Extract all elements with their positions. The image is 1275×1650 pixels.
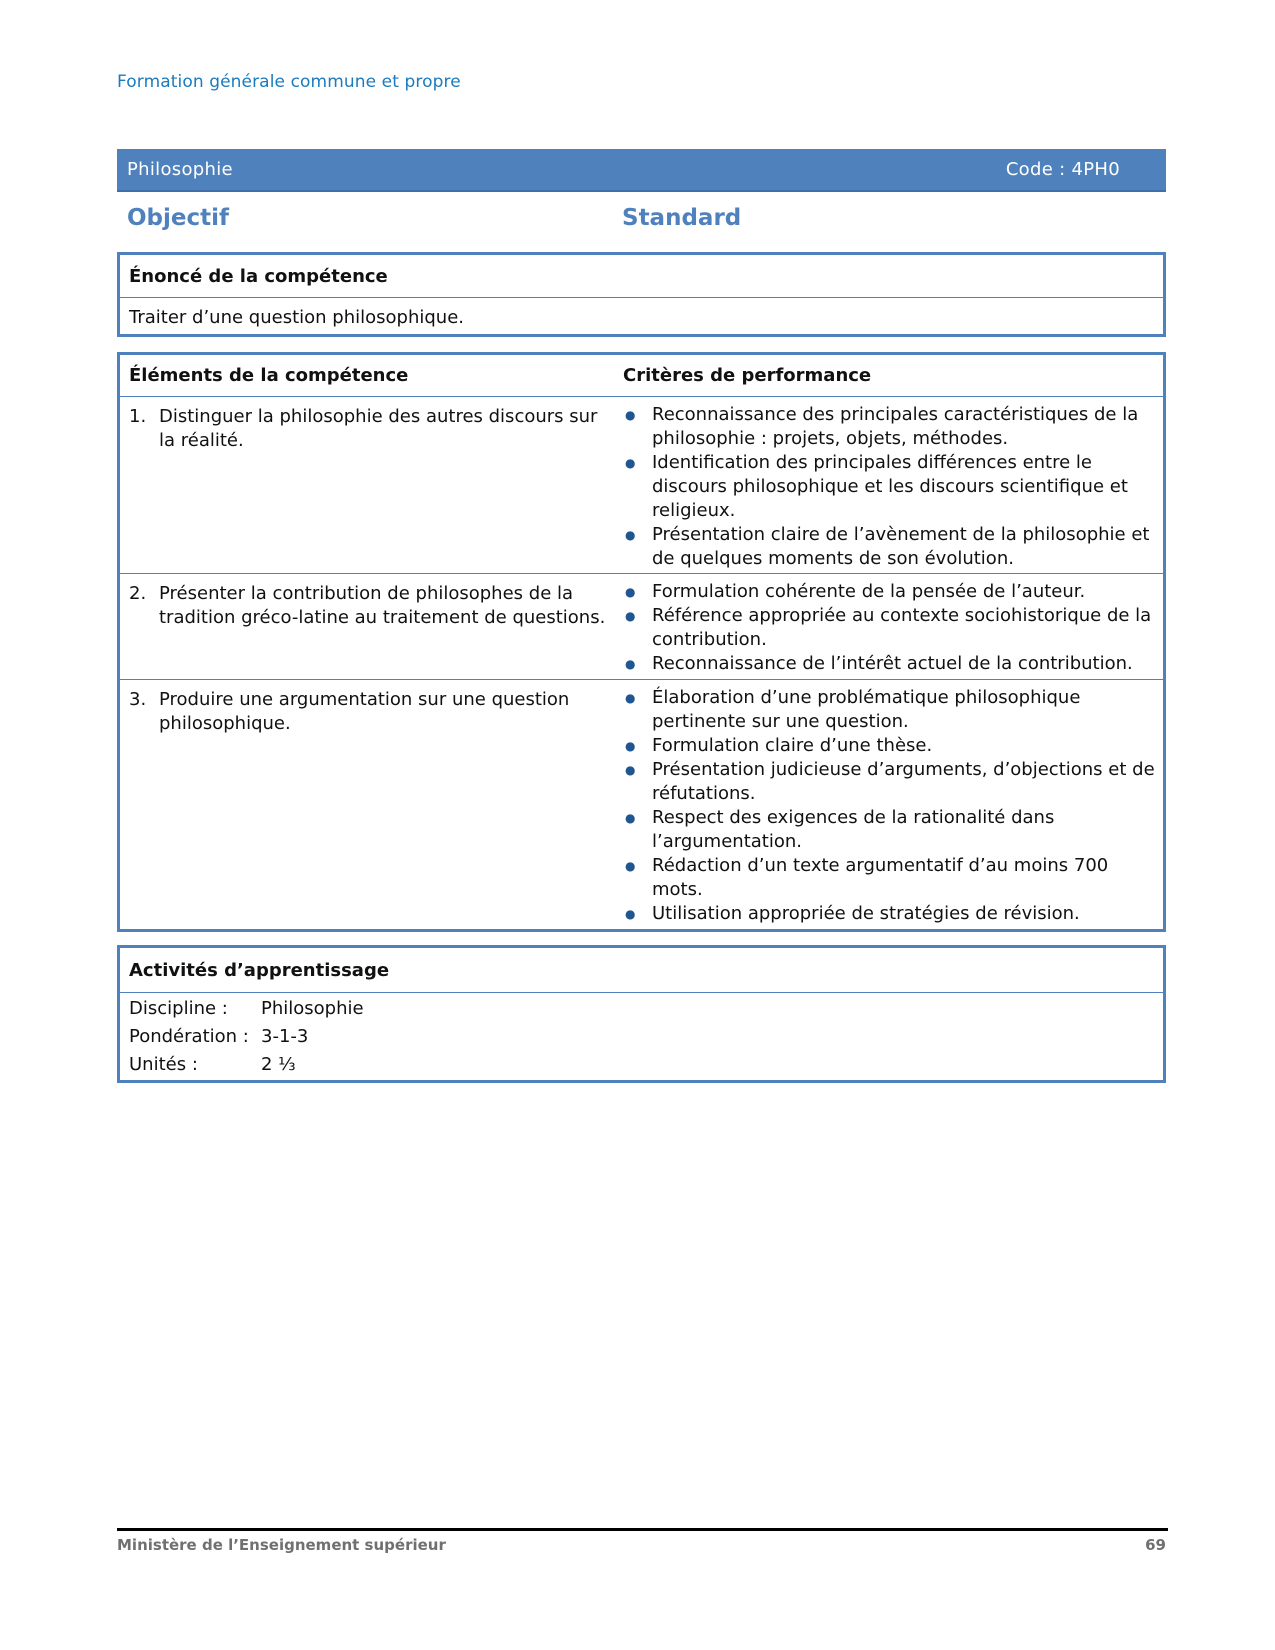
elements-column-header: Éléments de la compétence <box>129 365 409 386</box>
activite-unites: Unités : 2 ⅓ <box>129 1054 296 1075</box>
footer-divider <box>117 1528 1168 1531</box>
activites-list <box>120 993 1163 1079</box>
element-number: 2. <box>129 583 147 604</box>
bullet-icon: ● <box>625 907 636 921</box>
criterion-item: ● Référence appropriée au contexte sociohistorique de la contribution. <box>625 605 1152 650</box>
bullet-icon: ● <box>625 739 636 753</box>
course-title: Philosophie <box>127 159 233 180</box>
criterion-item: ● Reconnaissance des principales caractéristiques de la philosophie : projets, objets, méthodes. <box>625 404 1139 449</box>
enonce-box <box>117 252 1166 337</box>
activites-heading: Activités d’apprentissage <box>120 948 1163 993</box>
bullet-icon: ● <box>625 456 636 470</box>
section-subtitle: Formation générale commune et propre <box>117 72 461 92</box>
footer-ministry: Ministère de l’Enseignement supérieur <box>117 1536 446 1554</box>
bullet-icon: ● <box>625 859 636 873</box>
activite-ponderation: Pondération : 3-1-3 <box>129 1026 309 1047</box>
criterion-item: ● Respect des exigences de la rationalité dans l’argumentation. <box>625 807 1055 852</box>
bullet-icon: ● <box>625 657 636 671</box>
table-row <box>120 680 1163 931</box>
objectif-heading: Objectif <box>127 205 230 231</box>
bullet-icon: ● <box>625 609 636 623</box>
criterion-item: ● Présentation judicieuse d’arguments, d’objections et de réfutations. <box>625 759 1155 804</box>
criteria-column-header: Critères de performance <box>623 365 872 386</box>
elements-table-header <box>120 355 1163 397</box>
criterion-item: ● Formulation claire d’une thèse. <box>625 735 933 756</box>
criterion-item: ● Formulation cohérente de la pensée de l’auteur. <box>625 581 1086 602</box>
criterion-item: ● Identification des principales différences entre le discours philosophique et les discours scientifique et religieux. <box>625 452 1128 521</box>
course-title-bar <box>117 149 1166 192</box>
standard-heading: Standard <box>622 205 742 231</box>
criterion-item: ● Utilisation appropriée de stratégies de révision. <box>625 903 1080 924</box>
element-number: 3. <box>129 689 147 710</box>
enonce-text: Traiter d’une question philosophique. <box>129 306 464 328</box>
enonce-heading: Énoncé de la compétence <box>120 255 1163 298</box>
table-row <box>120 397 1163 574</box>
element-text: Produire une argumentation sur une question philosophique. <box>159 689 570 734</box>
bullet-icon: ● <box>625 528 636 542</box>
element-text: Présenter la contribution de philosophes de la tradition gréco-latine au traitement de questions. <box>159 583 606 628</box>
bullet-icon: ● <box>625 811 636 825</box>
element-number: 1. <box>129 406 147 427</box>
objective-standard-row <box>117 205 1166 231</box>
page-footer <box>117 1536 1166 1554</box>
table-row <box>120 574 1163 680</box>
page-number: 69 <box>1145 1536 1166 1554</box>
criterion-item: ● Reconnaissance de l’intérêt actuel de la contribution. <box>625 653 1133 674</box>
course-code: Code : 4PH0 <box>1005 159 1120 180</box>
bullet-icon: ● <box>625 763 636 777</box>
activites-box <box>117 945 1166 1083</box>
elements-table <box>117 352 1166 932</box>
criterion-item: ● Présentation claire de l’avènement de la philosophie et de quelques moments de son évolution. <box>625 524 1150 569</box>
activite-discipline: Discipline : Philosophie <box>129 998 364 1019</box>
bullet-icon: ● <box>625 408 636 422</box>
bullet-icon: ● <box>625 585 636 599</box>
criterion-item: ● Élaboration d’une problématique philosophique pertinente sur une question. <box>625 687 1081 732</box>
bullet-icon: ● <box>625 691 636 705</box>
element-text: Distinguer la philosophie des autres discours sur la réalité. <box>159 406 598 451</box>
criterion-item: ● Rédaction d’un texte argumentatif d’au moins 700 mots. <box>625 855 1109 900</box>
